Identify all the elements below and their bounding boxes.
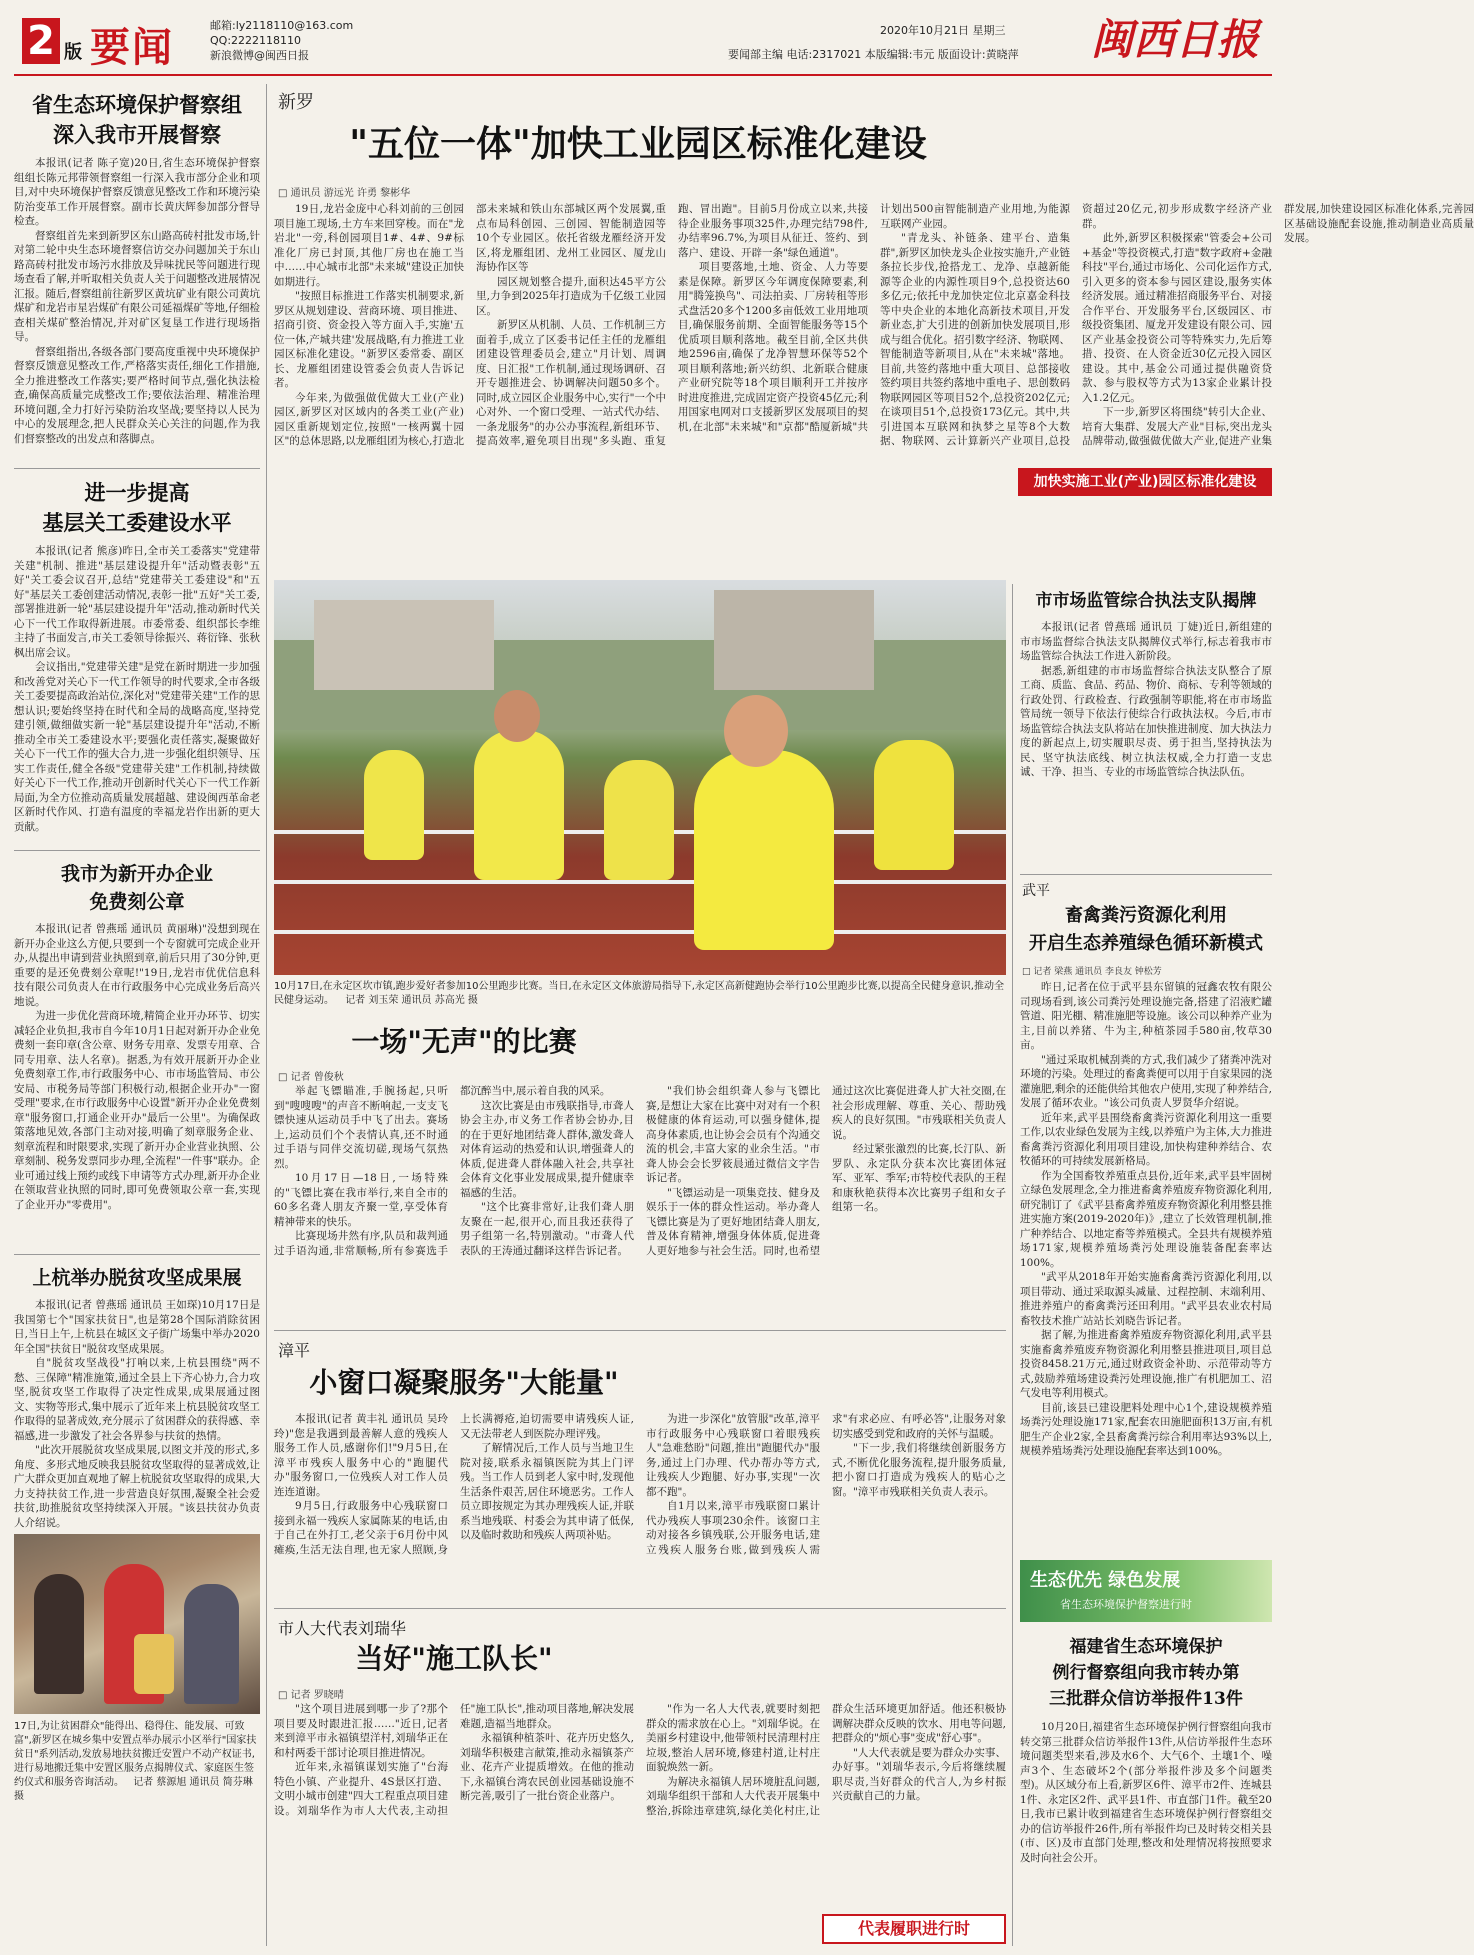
article-body-shanghang [14,1298,260,1529]
paragraph: 自1月以来,漳平市残联窗口累计代办残疾人事项230余件。该窗口主动对接各乡镇残联,公开服务电话,建立残疾人服务台账,做到残疾人需求"有求必应、有呼必答",让服务对象切实感受到党和政府的关怀与温暖。 [646,1413,1006,1556]
issue-date: 2020年10月21日 星期三 [880,24,1006,37]
title-line: 例行督察组向我市转办第 [1052,1663,1240,1683]
paragraph: 永福镇种植茶叶、花卉历史悠久,刘瑞华积极建言献策,推动永福镇茶产业、花卉产业提质增效。在他的推动下,永福镇台湾农民创业园基础设施不断完善,吸引了一批台资企业落户。 [460,1732,634,1802]
article-body-seal [14,922,260,1248]
paragraph: "青龙头、补链条、建平台、造集群",新罗区加快龙头企业按实施升,产业链条拉长步伐,抢搭龙工、龙净、卓越新能源等企业的内源性项目9个,总投资达60多亿元;依托中龙加快定位北京嘉金科技等中央企业的本地化高新技术项目,开发新业态,扩大引进的创新加快发展项目,形成与组合优化。招引数字经济、物联网、智能制造等新项目,从在"未来城"落地。目前,共签约落地中重大项目、总部接收签约项目共签约落地中重电子、思创数码物联网园区等项目52个,总投资202亿元;在谈项目51个,总投资173亿元。其中,共引进国本互联网和执梦之星等8个大数据、物联网、云计算新兴产业项目,总投资超过20亿元,初步形成数字经济产业群。 [880,203,1272,447]
rep-body [274,1702,1006,1942]
eco-badge [1020,1560,1272,1622]
paper-name-logo: 闽西日报 [1090,15,1259,64]
wuping-byline: □ 记者 梁燕 通讯员 李良友 钟松芳 [1022,967,1162,977]
silent-title: 一场"无声"的比赛 [351,1025,577,1058]
lead-banner: 加快实施工业(产业)园区标准化建设 [1018,468,1272,496]
complaints-body [1020,1720,1272,1945]
paragraph: 园区规划整合提升,面积达45平方公里,力争到2025年打造成为千亿级工业园区。 [476,275,666,317]
paragraph: "此次开展脱贫攻坚成果展,以图文并茂的形式,多角度、多形式地反映我县脱贫攻坚取得的显著成效,让广大群众更加直观地了解上杭脱贫攻坚取得的成果,大力支持扶贫工作,进一步营造良好氛围,凝聚全社会爱扶贫,助推脱贫攻坚持续深入开展。"该县扶贫办负责人介绍说。 [14,1444,260,1529]
paragraph: 目前,该县已建设肥料处理中心1个,建设规模养殖场粪污处理设施171家,配套农田施肥面积13万亩,有机肥生产企业2家,全县畜禽粪污综合利用率达93%以上,规模养殖场粪污处理设施配套率达到100%。 [1020,1401,1272,1457]
paragraph: "下一步,我们将继续创新服务方式,不断优化服务流程,提升服务质量,把小窗口打造成为残疾人的贴心之窗。"漳平市残联相关负责人表示。 [832,1442,1006,1498]
paragraph: 为进一步深化"放管服"改革,漳平市行政服务中心残联窗口着眼残疾人"急难愁盼"问题,推出"跑腿代办"服务,通过上门办理、代办帮办等方式,让残疾人少跑腿、好办事,实现"一次都不跑"。 [646,1413,820,1498]
paragraph: 本报讯(记者 陈子宽)20日,省生态环境保护督察组组长陈元邦带领督察组一行深入我市部分企业和项目,对中央环境保护督察反馈意见整改工作和环境污染防治变革工作开展督察。副市长黄庆辉参加部分督导检查。 [14,157,260,227]
wuping-kicker: 武平 [1022,883,1050,899]
paragraph: "我们协会组织聋人参与飞镖比赛,是想让大家在比赛中对对有一个积极健康的体育运动,可以强身健体,提高身体素质,也让协会会员有个沟通交流的机会,丰富大家的业余生活。"市聋人协会会长罗筱晨通过微信文字告诉记者。 [646,1085,820,1184]
title-line: 我市为新开办企业 [60,863,213,885]
title-line: 三批群众信访举报件13件 [1049,1689,1243,1709]
article-body-inspection [14,156,260,456]
lead-title: "五位一体"加快工业园区标准化建设 [349,123,927,165]
article-silent-match [274,1018,1006,1328]
title-line: 深入我市开展督察 [53,122,221,147]
paragraph: 10月20日,福建省生态环境保护例行督察组向我市转交第三批群众信访举报件13件,从信访举报件生态环境问题类型来看,涉及水6个、大气6个、土壤1个、噪声3个、生态破坏2个(部分举报件涉及多个问题类型)。从区域分布上看,新罗区6件、漳平市2件、连城县1件、永定区2件、武平县1件、市直部门1件。截至20日,我市已累计收到福建省生态环境保护例行督察组交办的信访举报件26件,所有举报件均已及时转交相关县(市、区)及市直部门处理,整改和处理情况将按照要求及时向社会公开。 [1020,1721,1272,1864]
article-service-window [274,1336,1006,1606]
paragraph: "人大代表就是要为群众办实事、办好事。"刘瑞华表示,今后将继续履职尽责,当好群众的代言人,为乡村振兴贡献自己的力量。 [832,1746,1006,1802]
paragraph: 督察组指出,各级各部门要高度重视中央环境保护督察反馈意见整改工作,严格落实责任,细化工作措施,全力推进整改工作落实;要严格时间节点,强化执法检查,确保高质量完成整改工作;要依法治理、精准治理环境问题,全力打好污染防治攻坚战;要坚持以人民为中心的发展理念,把人民群众关心关注的问题,作为我们督察整改的出发点和落脚点。 [14,345,260,445]
paragraph: "这个比赛非常好,让我们聋人朋友聚在一起,很开心,而且我还获得了男子组第一名,特别激动。"市聋人代表队的王涛通过翻译这样告诉记者。 [460,1201,634,1257]
paragraph: 本报讯(记者 曾燕瑶 通讯员 黄丽琳)"没想到现在新开办企业这么方便,只要到一个专窗就可完成企业开办,从提出申请到营业执照到章,前后只用了30分钟,更重要的是还免费刻公章呢!"19日,龙岩市优优信息科技有限公司负责人在市行政服务中心完成业务后高兴地说。 [14,923,260,1008]
paragraph: 了解情况后,工作人员与当地卫生院对接,联系永福镇医院为其上门评残。当工作人员到老人家中时,发现他生活条件艰苦,居住环境恶劣。工作人员立即按规定为其办理残疾人证,并联系当地残联、村委会为其申请了低保,以及临时救助和残疾人两项补贴。 [460,1442,634,1541]
title-line: 进一步提高 [84,480,190,505]
rep-title: 当好"施工队长" [355,1642,553,1675]
paragraph: 近年来,武平县围绕畜禽粪污资源化利用这一重要工作,以农业绿色发展为主线,以养殖户为主体,大力推进畜禽粪污资源化利用项目建设,加快构建种养结合、农牧循环的可持续发展新格局。 [1020,1111,1272,1167]
divider [1020,874,1272,875]
paragraph: 为解决永福镇人居环境脏乱问题,刘瑞华组织干部和人大代表开展集中整治,拆除违章建筑,绿化美化村庄,让群众生活环境更加舒适。他还积极协调解决群众反映的饮水、用电等问题,把群众的"烦心事"变成"舒心事"。 [646,1703,1006,1817]
divider [14,1254,260,1255]
paragraph: 9月5日,行政服务中心残联窗口接到永福一残疾人家属陈某的电话,由于自己在外打工,老父亲于6月份中风瘫痪,生活无法自理,也无家人照顾,身上长满褥疮,迫切需要申请残疾人证,又无法带老人到医院办理评残。 [274,1413,634,1556]
paragraph: 自"脱贫攻坚战役"打响以来,上杭县围绕"两不愁、三保障"精准施策,通过全县上下齐心协力,合力攻坚,脱贫攻坚工作取得了决定性成果,成果展通过图文、实物等形式,集中展示了近年来上杭县脱贫攻坚工作取得的显著成效,充分展示了贫困群众的获得感、幸福感,进一步激发了社会各界参与扶贫的热情。 [14,1357,260,1442]
silent-body [274,1084,1006,1324]
photo-running-race [274,580,1006,975]
divider [274,1330,1006,1331]
paragraph: 新罗区从机制、人员、工作机制三方面着手,成立了区委书记任主任的龙雁组团建设管理委员会,建立"月计划、周调度、日汇报"工作机制,通过现场调研、召开专题推进会、协调解决问题50多个。同时,成立园区企业服务中心,实行"一个中心对外、一个窗口受理、一站式代办结、一条龙服务"的办公办事流程,新组环节、提高效率,避免项目出现"多头跑、重复跑、冒出跑"。目前5月份成立以来,共接待企业服务事项325件,办理完结798件,办结率96.7%,为项目从征迁、签约、到落户、建设、开辟一条"绿色通道"。 [476,203,868,447]
page-suffix: 版 [64,42,82,63]
photo-credit: 记者 刘玉荣 通讯员 苏高光 摄 [345,995,478,1006]
photo-credit: 记者 蔡源旭 通讯员 简芬琳 摄 [14,1777,253,1802]
paragraph: 本报讯(记者 黄丰礼 通讯员 吴玲玲)"您是我遇到最善解人意的残疾人服务工作人员,感谢你们!"9月5日,在漳平市残疾人服务中心的"跑腿代办"服务窗口,一位残疾人对工作人员连连道谢。 [274,1413,448,1498]
paragraph: 今年来,为做强做优做大工业(产业)园区,新罗区对区域内的各类工业(产业)园区重新规划定位,按照"一核两翼十园区"的总体思路,以龙雁组团为核心,打造北部未来城和铁山东部城区两个发展翼,重点布局科创园、三创园、智能制造园等10个专业园区。依托省级龙雁经济开发区,将龙雁组团、龙州工业园区、厦龙山海协作区等 [274,203,666,447]
photo-caption-running [274,980,1006,1012]
contact-weibo: 新浪微博@闽西日报 [210,49,309,62]
caption-text: 17日,为让贫困群众"能得出、稳得住、能发展、可致富",新罗区在城乡集中安置点举办展示小区举行"国家扶贫日"系列活动,发放易地扶贫搬迁安置户不动产权证书,进行易地搬迁集中安置区服务点揭牌仪式、家庭医生签约仪式和服务咨询活动。 [14,1721,257,1788]
paragraph: 作为全国畜牧养殖重点县份,近年来,武平县牢固树立绿色发展理念,全力推进畜禽养殖废弃物资源化利用,研究制订了《武平县畜禽养殖废弃物资源化利用整县推进实施方案(2019-2020年)》,建立了长效管理机制,推广种养结合、以地定畜等养殖模式。全县共有规模养殖场171家,规模养殖场粪污处理设施装备配套率达100%。 [1020,1169,1272,1269]
editor-line: 要闻部主编 电话:2317021 本版编辑:韦元 版面设计:黄晓萍 [728,48,1019,61]
paragraph: "飞镖运动是一项集竞技、健身及娱乐于一体的群众性运动。举办聋人飞镖比赛是为了更好地团结聋人朋友,普及体育精神,增强身体体质,促进聋人更好地参与社会生活。同时,也希望通过这次比赛促进聋人扩大社交圈,在社会形成理解、尊重、关心、帮助残疾人的良好氛围。"市残联相关负责人说。 [646,1085,1006,1257]
paragraph: "这个项目进展到哪一步了?那个项目要及时跟进汇报……"近日,记者来到漳平市永福镇望洋村,刘瑞华正在和村两委干部讨论项目推进情况。 [274,1703,448,1759]
title-line: 免费刻公章 [89,891,185,913]
column-divider [1012,584,1013,1946]
market-body [1020,620,1272,866]
paragraph: 昨日,记者在位于武平县东留镇的冠鑫农牧有限公司现场看到,该公司粪污处理设施完备,搭建了沼液贮罐管道、阳光棚、精准施肥等设施。该公司以种养产业为主,目前以养猪、牛为主,种植茶园手580亩,牧草30亩。 [1020,981,1272,1051]
article-body-guangong [14,544,260,842]
paragraph: "通过采取机械刮粪的方式,我们减少了猪粪冲洗对环境的污染。处理过的畜禽粪便可以用于自家果园的浇灌施肥,剩余的还能供给其他农户使用,实现了种养结合,发展了循环农业。"该公司负责人罗贤华介绍说。 [1020,1053,1272,1109]
lead-article [274,84,1474,584]
paragraph: 据了解,为推进畜禽养殖废弃物资源化利用,武平县实施畜禽养殖废弃物资源化利用整县推进项目,项目总投资8458.21万元,通过财政资金补助、示范带动等方式,鼓励养殖场建设粪污处理设施,推广有机肥加工、沼气发电等利用模式。 [1020,1329,1272,1399]
column-divider [266,84,267,1946]
paragraph: 督察组首先来到新罗区东山路高砖村批发市场,针对第二轮中央生态环境督察信访交办问题加关于东山路高砖村批发市场污水排放及异味扰民等问题进行现场查看了解,并听取相关负责人关于问题整改进展情况汇报。随后,督察组前往新罗区黄坑矿业有限公司黄坑煤矿和龙岩市星岩煤矿有限公司延福煤矿等地,仔细检查相关煤矿整治情况,并对矿区复垦工作进行现场指导。 [14,229,260,343]
photo-poverty-relief [14,1534,260,1714]
paragraph: 此外,新罗区积极探索"管委会+公司+基金"等投资模式,打造"数字政府+金融科技"平台,通过市场化、公司化运作方式,引入更多的资本参与园区建设,服务实体经济发展。通过精准招商服务平台、对接合作平台、开发服务平台,区级园区、市级投资集团、厦龙开发建设有限公司、园区产业基金投资公司等特殊实力,先后筹措、投资、在人资金近30亿元投入园区建设。其中,基金公司通过提供融资贷款、参与股权等方式为13家企业累计投入1.2亿元。 [1082,232,1273,404]
lead-kicker: 新罗 [278,92,314,113]
paragraph: 近年来,永福镇谋划实施了"台海特色小镇、产业提升、4S景区打造、文明小城市创建"四大工程重点项目建设。刘瑞华作为市人大代表,主动担任"施工队长",推动项目落地,解决发展难题,造福当地群众。 [274,1703,634,1817]
contact-email: 邮箱:ly2118110@163.com [210,19,354,32]
article-title-guangong [14,478,260,538]
rep-byline: □ 记者 罗晓晴 [278,1690,344,1701]
divider [14,468,260,469]
market-title: 市市场监管综合执法支队揭牌 [1035,591,1257,611]
article-title-seal [14,860,260,916]
right-column [1020,584,1272,1949]
paragraph: 下一步,新罗区将围绕"转引大企业、培育大集群、发展大产业"目标,突出龙头品牌带动,做强做优做大产业,促进产业集群发展,加快建设园区标准化体系,完善园区基础设施配套设施,推动制造业高质量发展。 [1082,203,1474,447]
paragraph: "武平从2018年开始实施畜禽粪污资源化利用,以项目带动、通过采取源头减量、过程控制、末端利用、推进养殖户的畜禽粪污还田利用。"武平县农业农村局畜牧技术推广站站长刘晓告诉记者。 [1020,1271,1272,1327]
paragraph: 19日,龙岩金庞中心科刘前的三创园项目施工现场,土方车来回穿梭。而在"龙岩北"一旁,科创园项目1#、4#、9#标准化厂房已封顶,其他厂房也在施工当中……中心城市北部"未来城"建设正加快如期进行。 [274,203,464,288]
paragraph: 本报讯(记者 熊彦)昨日,全市关工委落实"党建带关建"机制、推进"基层建设提升年"活动暨表彰"五好"关工委会议召开,总结"党建带关工委建设"和"五好"基层关工委创建活动情况,表彰一批"五好"关工委,部署推进新一轮"基层建设提升年"活动,推动新时代关心下一代工作取得新进展。市委常委、组织部长李维主持了书面发言,市关工委领导徐振兴、蒋衍锋、张秋枫出席会议。 [14,545,260,659]
article-title-shanghang: 上杭举办脱贫攻坚成果展 [32,1267,242,1289]
section-title: 要闻 [90,25,174,71]
eco-badge-main: 生态优先 绿色发展 [1030,1570,1181,1591]
photo-caption-poverty [14,1720,260,1920]
paragraph: 据悉,新组建的市市场监督综合执法支队整合了原工商、质监、食品、药品、物价、商标、专利等领域的行政处罚、行政检查、行政强制等职能,将在市市场监管局统一领导下依法行使综合行政执法权。今后,市市场监管综合执法支队将站在加快推进制度、加大执法力度的新起点上,切实履职尽责、勇于担当,坚持执法为民、坚守执法底线、树立执法权威,全力打造一支忠诚、干净、担当、专业的市场监管综合执法队伍。 [1020,664,1272,778]
contact-block [210,18,353,63]
title-line: 福建省生态环境保护 [1069,1637,1223,1657]
paragraph: 会议指出,"党建带关建"是党在新时期进一步加强和改善党对关心下一代工作领导的时代要求,全市各级关工委要提高政治站位,深化对"党建带关建"工作的思想认识;要始终坚持在时代和全局的战略高度,坚持党建引领,做细做实新一轮"基层建设提升年"活动,不断推动全市关工委建设水平;要强化责任落实,凝聚做好关心下一代工作的强大合力,进一步强化组织领导、压实工作责任,健全各级"党建带关建"工作机制,持续做好关心下一代工作,推动开创新时代关心下一代工作新局面,为全方位推动高质量发展超越、建设闽西革命老区新时代作风、打造有温度的幸福龙岩作出新的更大贡献。 [14,661,260,833]
paragraph: 10月17日—18日,一场特殊的"飞镖比赛在我市举行,来自全市的60多名聋人朋友齐聚一堂,享受体育精神带来的快乐。 [274,1172,448,1228]
paragraph: 本报讯(记者 曾燕瑶 通讯员 王如琛)10月17日是我国第七个"国家扶贫日",也是第28个国际消除贫困日,当日上午,上杭县在城区文子街广场集中举办2020年全国"扶贫日"脱贫攻坚成果展。 [14,1299,260,1355]
wuping-title [1020,902,1272,958]
article-title-inspection [14,90,260,150]
paragraph: 为进一步优化营商环境,精简企业开办环节、切实减轻企业负担,我市自今年10月1日起对新开办企业免费刻一套印章(含公章、财务专用章、发票专用章、合同专用章、法人名章)。据悉,为有效开展新开办企业免费刻章工作,市行政服务中心、市市场监管局、市公安局、市税务局等部门积极行动,根据企业开办"一窗受理"要求,在市行政服务中心设置"新开办企业免费刻章"服务窗口,打通企业开办"最后一公里"。为确保政策落地见效,各部门主动对接,明确了刻章服务企业、刻章流程和时限要求,实现了新开办企业营业执照、公章刻制、税务发票同步办理,全流程"一件事"联办。企业可通过线上预约或线下申请等方式办理,新开办企业在领取营业执照的同时,即可免费领取公章一套,实现了企业开办"零费用"。 [14,1010,260,1211]
contact-qq: QQ:2222118110 [210,34,302,47]
window-body [274,1412,1006,1602]
complaints-title [1020,1634,1272,1712]
page-number-badge: 2 [22,18,60,64]
title-line: 畜禽粪污资源化利用 [1065,905,1227,926]
title-line: 开启生态养殖绿色循环新模式 [1029,933,1263,954]
caption-text: 10月17日,在永定区坎市镇,跑步爱好者参加10公里跑步比赛。当日,在永定区文体旅游局指导下,永定区高新健跑协会举行10公里跑步比赛,以提高全民健身意识,推动全民健身运动。 [274,981,1004,1006]
paragraph: 本报讯(记者 曾燕瑶 通讯员 丁婕)近日,新组建的市市场监督综合执法支队揭牌仪式举行,标志着我市市场监管综合执法工作进入新阶段。 [1020,621,1272,662]
eco-badge-sub: 省生态环境保护督察进行时 [1060,1598,1192,1611]
paragraph: "按照目标推进工作落实机制要求,新罗区从规划建设、营商环境、项目推进、招商引资、资金投入等方面入手,实施'五位一体,产城共建'发展战略,有力推进工业园区标准化建设。"新罗区委常委、副区长、龙雁组团建设管委会负责人告诉记者。 [274,290,464,389]
window-kicker: 漳平 [278,1341,311,1360]
paragraph: "作为一名人大代表,就要时刻把群众的需求放在心上。"刘瑞华说。在美丽乡村建设中,他带领村民清理村庄垃圾,整治人居环境,修建村道,让村庄面貌焕然一新。 [646,1703,820,1773]
title-line: 省生态环境保护督察组 [32,92,242,117]
window-title: 小窗口凝聚服务"大能量" [309,1366,619,1399]
masthead-rule [14,74,1272,76]
wuping-body [1020,980,1272,1554]
paragraph: 经过紧张激烈的比赛,长汀队、新罗队、永定队分获本次比赛团体冠军、亚军、季军;市特校代表队的王程和康秋艳获得本次比赛男子组和女子组第一名。 [832,1143,1006,1213]
rep-banner: 代表履职进行时 [822,1914,1006,1944]
title-line: 基层关工委建设水平 [42,510,232,535]
rep-kicker: 市人大代表刘瑞华 [278,1619,407,1638]
divider [14,850,260,851]
divider [274,1608,1006,1609]
lead-body [274,202,1474,452]
paragraph: 这次比赛是由市残联指导,市聋人协会主办,市义务工作者协会协办,目的在于更好地团结聋人群体,激发聋人对体育运动的热爱和认识,增强聋人的体质,促进聋人群体融入社会,共享社会体育文化事业发展成果,提升健康幸福感的生活。 [460,1099,634,1199]
paragraph: 比赛现场井然有序,队员和裁判通过手语沟通,非常顺畅,所有参赛选手都沉醉当中,展示着自我的风采。 [274,1085,611,1257]
lead-byline: □ 通讯员 游远光 许勇 黎彬华 [278,188,411,199]
paragraph: 项目要落地,土地、资金、人力等要素是保障。新罗区今年调度保障要素,利用"腾笼换鸟"、司法拍卖、厂房转租等形式盘活20多个1200多亩低效工业用地项目,确保服务前期、全面智能服务等15个优质项目顺利落地。截至目前,全区共供地2596亩,确保了龙净智慧环保等52个项目顺利落地;新兴纺织、北新联合健康产业研究院等18个项目顺利开工并按序时进度推进,完成固定资产投资45亿元;利用国家电网对口支援新罗区发展项目的契机,在北部"未来城"和"京都"酷厦新城"共计划出500亩智能制造产业用地,为能源互联网产业园。 [678,203,1070,433]
silent-byline: □ 记者 曾俊秋 [278,1072,344,1083]
paragraph: 举起飞镖瞄准,手腕扬起,只听到"嗖嗖嗖"的声音不断响起,一支支飞镖快速从运动员手中飞了出去。赛场上,运动员们个个表情认真,还不时通过手语与同伴交流切磋,现场气氛热烈。 [274,1085,448,1170]
left-column [14,84,260,1949]
masthead [0,0,1286,78]
article-representative [274,1614,1006,1949]
